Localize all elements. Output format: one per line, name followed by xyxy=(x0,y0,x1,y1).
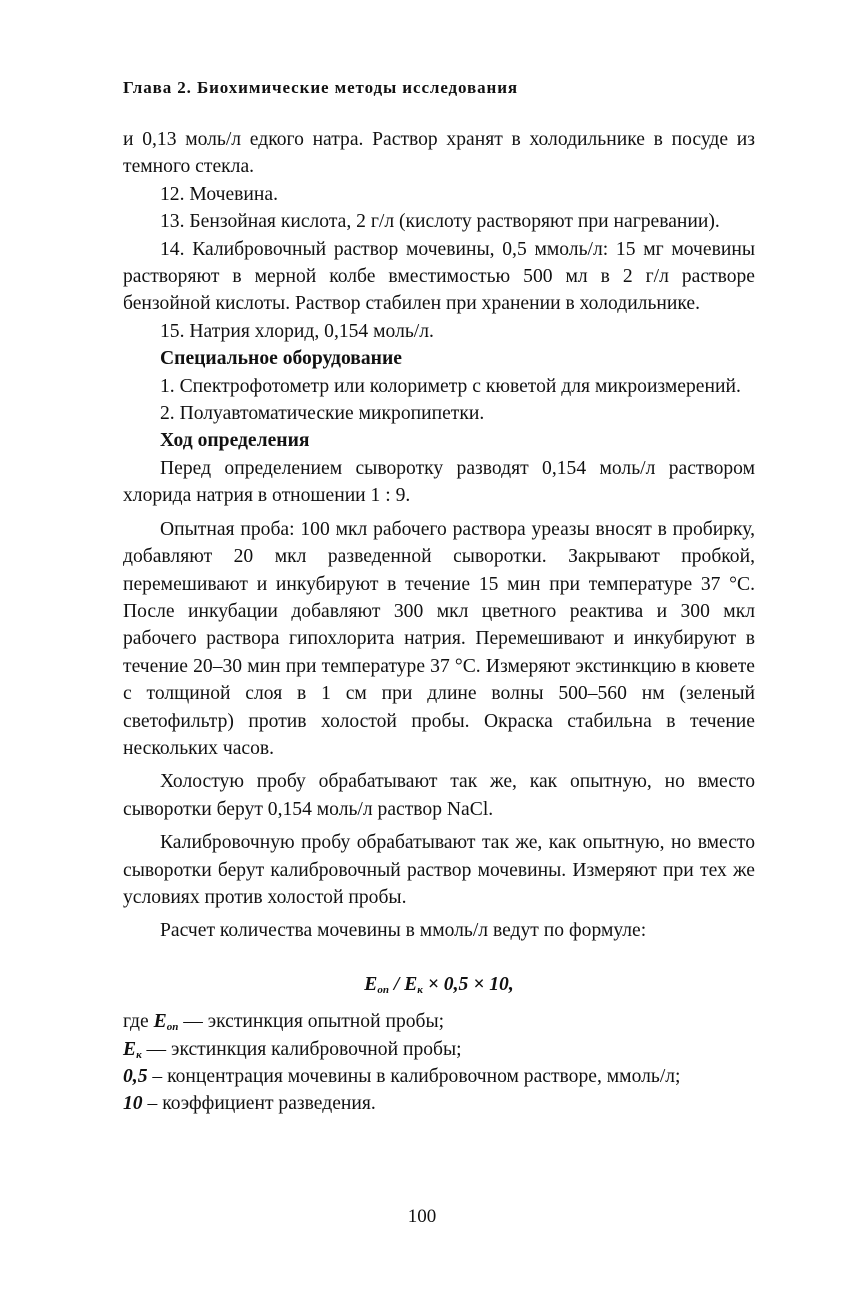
formula xyxy=(123,971,755,998)
reagent-item-15: 15. Натрия хлорид, 0,154 моль/л. xyxy=(160,320,434,342)
section-heading-equipment-text: Специальное оборудование xyxy=(160,348,402,370)
legend-text-cal: — экстинкция калибровочной пробы; xyxy=(141,1038,462,1060)
formula-rest: × 0,5 × 10, xyxy=(422,973,514,995)
legend-line-cal xyxy=(123,1036,755,1063)
procedure-paragraph-calibration: Калибровочную пробу обрабатывают так же, как опытную, но вместо сыворотки берут калибровочный раствор мочевины. Измеряют при тех же условиях против холостой пробы. xyxy=(123,832,755,908)
equipment-item-2: 2. Полуавтоматические микропипетки. xyxy=(160,403,485,425)
legend-text-concentration: – концентрация мочевины в калибровочном растворе, ммоль/л; xyxy=(147,1066,681,1087)
paragraph-continuation: и 0,13 моль/л едкого натра. Раствор хранят в холодильнике в посуде из темного стекла. xyxy=(123,129,755,178)
legend-symbol-e-cal: E xyxy=(123,1038,137,1060)
body-text xyxy=(123,126,755,1118)
section-heading-equipment xyxy=(123,345,755,372)
reagent-item-13: 13. Бензойная кислота, 2 г/л (кислоту растворяют при нагревании). xyxy=(160,211,720,233)
legend-line-test xyxy=(123,1008,755,1035)
formula-sub-cal: к xyxy=(417,983,423,996)
legend-symbol-e-test: E xyxy=(153,1011,167,1033)
legend-line-concentration xyxy=(123,1063,755,1090)
legend-text-test: — экстинкция опытной пробы; xyxy=(178,1011,445,1033)
legend-symbol-dilution: 10 xyxy=(123,1093,143,1115)
formula-e-test: E xyxy=(364,973,378,995)
reagent-item-14: 14. Калибровочный раствор мочевины, 0,5 ммоль/л: 15 мг мочевины растворяют в мерной колбе вместимостью 500 мл в 2 г/л растворе бензойной кислоты. Раствор стабилен при хранении в холодильнике. xyxy=(123,238,755,315)
procedure-paragraph-test-sample: Опытная проба: 100 мкл рабочего раствора уреазы вносят в пробирку, добавляют 20 мкл разведенной сыворотки. Закрывают пробкой, перемешивают и инкубируют в течение 15 мин при температуре 37 °С. После инкубации добавляют 300 мкл цветного реактива и 300 мкл рабочего раствора гипохлорита натрия. Перемешивают и инкубируют в течение 20–30 мин при температуре 37 °С. Измеряют экстинкцию в кювете с толщиной слоя в 1 см при длине волны 500–560 нм (зеленый светофильтр) против холостой пробы. Окраска стабильна в течение нескольких часов. xyxy=(123,518,755,759)
procedure-paragraph-blank: Холостую пробу обрабатывают так же, как опытную, но вместо сыворотки берут 0,154 моль/л раствор NaCl. xyxy=(123,771,755,820)
section-heading-procedure xyxy=(123,427,755,454)
procedure-paragraph-dilution: Перед определением сыворотку разводят 0,154 моль/л раствором хлорида натрия в отношении 1 : 9. xyxy=(123,457,755,507)
formula-divide: / xyxy=(388,973,405,995)
legend-prefix: где xyxy=(123,1011,154,1033)
running-head: Глава 2. Биохимические методы исследования xyxy=(123,78,518,97)
formula-sub-test: оп xyxy=(377,983,389,996)
procedure-paragraph-calculation: Расчет количества мочевины в ммоль/л ведут по формуле: xyxy=(160,920,647,942)
legend-sub-cal: к xyxy=(136,1048,142,1061)
equipment-item-1: 1. Спектрофотометр или колориметр с кюветой для микроизмерений. xyxy=(160,375,741,397)
legend-sub-test: оп xyxy=(166,1021,179,1034)
legend-text-dilution: – коэффициент разведения. xyxy=(142,1093,376,1115)
section-heading-procedure-text: Ход определения xyxy=(160,430,310,452)
legend-line-dilution xyxy=(123,1090,755,1117)
formula-e-cal: E xyxy=(404,973,418,995)
reagent-item-12: 12. Мочевина. xyxy=(160,183,278,205)
page-number: 100 xyxy=(407,1206,437,1227)
legend-symbol-concentration: 0,5 xyxy=(123,1066,148,1087)
